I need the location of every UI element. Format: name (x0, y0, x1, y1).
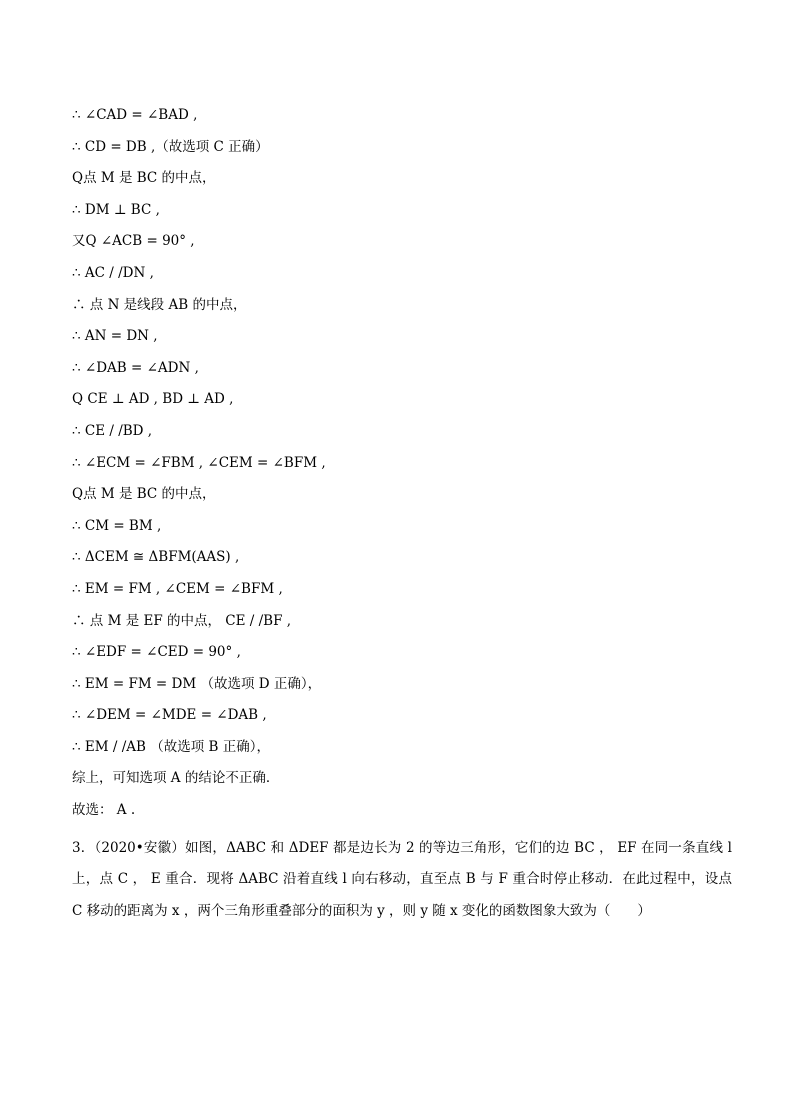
solution-line-20: ∴ ∠DEM = ∠MDE = ∠DAB , (72, 707, 267, 724)
solution-line-10: Q CE ⊥ AD , BD ⊥ AD , (72, 391, 234, 408)
solution-line-13: Q点 M 是 BC 的中点， (72, 486, 216, 503)
solution-line-11: ∴ CE / /BD , (72, 422, 153, 439)
solution-line-14: ∴ CM = BM , (72, 517, 162, 534)
solution-line-21: ∴ EM / /AB （故选项 B 正确）， (72, 738, 270, 755)
solution-line-8: ∴ AN = DN , (72, 328, 158, 345)
question-3-text: 3．（2020•安徽）如图，ΔABC 和 ΔDEF 都是边长为 2 的等边三角形，它们的边 BC ， EF 在同一条直线 l 上，点 C ， E 重合．现将 ΔABC 沿着直线 l 向右移动，直至点 B 与 F 重合时停止移动．在此过程中，设点 C 移动的距离为 x ，两个三角形重叠部分的面积为 y ，则 y 随 x 变化的函数图象大致为（ ） (72, 839, 732, 919)
solution-line-17: ∴ 点 M 是 EF 的中点， CE / /BF , (72, 612, 292, 629)
solution-line-2: ∴ CD = DB ,（故选项 C 正确） (72, 138, 269, 155)
solution-line-22: 综上，可知选项 A 的结论不正确． (72, 770, 280, 787)
solution-line-12: ∴ ∠ECM = ∠FBM , ∠CEM = ∠BFM , (72, 454, 326, 471)
solution-line-1: ∴ ∠CAD = ∠BAD , (72, 107, 198, 123)
solution-line-23: 故选： A . (72, 802, 136, 819)
solution-line-16: ∴ EM = FM , ∠CEM = ∠BFM , (72, 580, 283, 597)
solution-line-7: ∴ 点 N 是线段 AB 的中点， (72, 296, 247, 313)
solution-line-6: ∴ AC / /DN , (72, 264, 154, 281)
solution-line-4: ∴ DM ⊥ BC , (72, 201, 160, 218)
solution-line-3: Q点 M 是 BC 的中点， (72, 170, 216, 187)
solution-line-15: ∴ ΔCEM ≅ ΔBFM(AAS) , (72, 549, 240, 566)
solution-line-18: ∴ ∠EDF = ∠CED = 90° , (72, 644, 241, 661)
solution-line-19: ∴ EM = FM = DM （故选项 D 正确）， (72, 675, 322, 692)
solution-block (72, 100, 730, 827)
solution-line-9: ∴ ∠DAB = ∠ADN , (72, 359, 199, 376)
solution-line-5: 又Q ∠ACB = 90° , (72, 233, 195, 250)
